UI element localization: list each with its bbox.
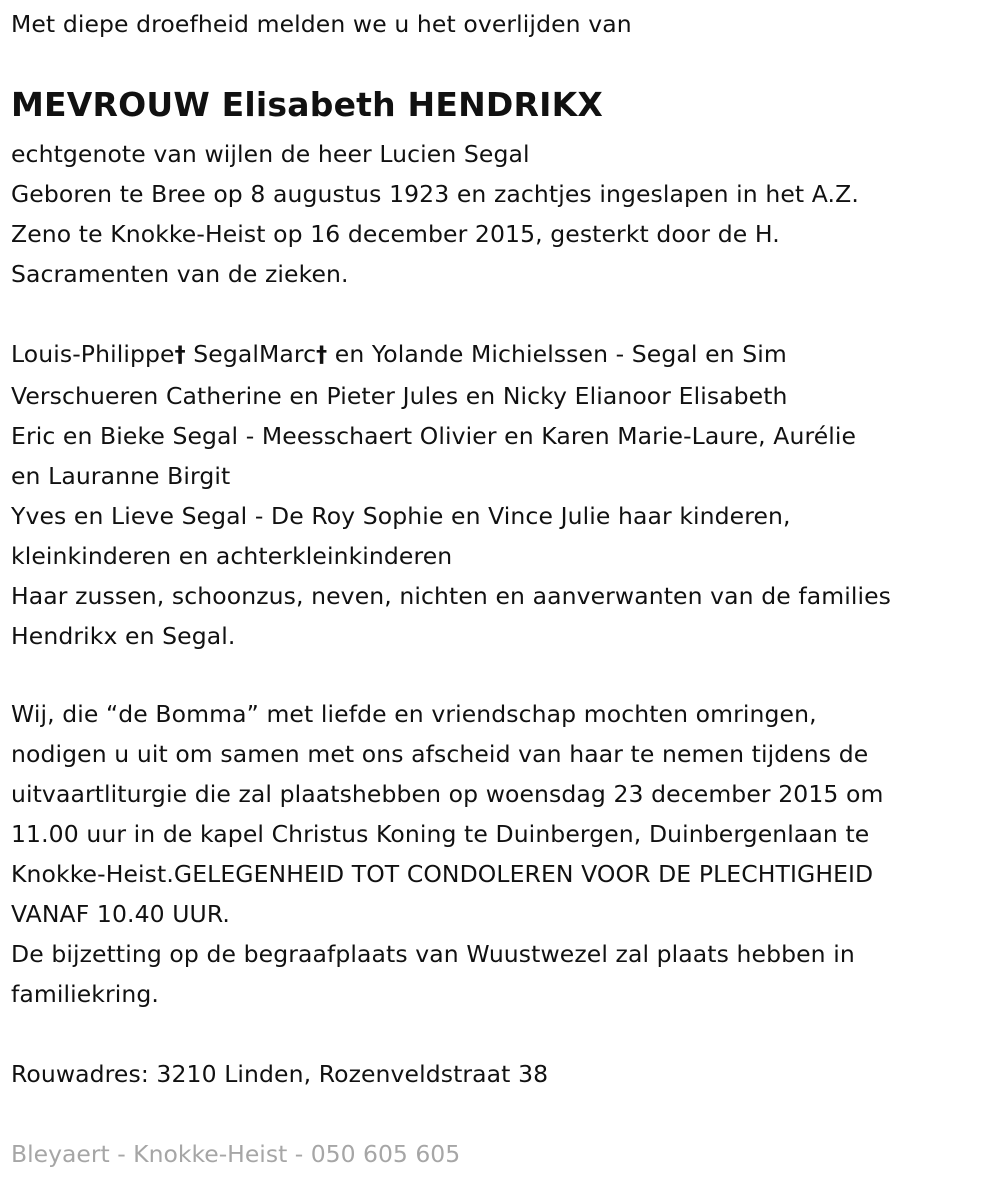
family-line: Hendrikx en Segal.: [11, 622, 236, 650]
bio-line: Zeno te Knokke-Heist op 16 december 2015, gesterkt door de H.: [11, 220, 780, 248]
intro-text: Met diepe droefheid melden we u het overlijden van: [11, 10, 632, 38]
funeral-home-footer: Bleyaert - Knokke-Heist - 050 605 605: [11, 1140, 461, 1168]
family-line: Haar zussen, schoonzus, neven, nichten en aanverwanten van de families: [11, 582, 892, 610]
family-line: Yves en Lieve Segal - De Roy Sophie en Vince Julie haar kinderen,: [11, 502, 791, 530]
mourning-address-block: [11, 1054, 548, 1094]
bio-line: echtgenote van wijlen de heer Lucien Segal: [11, 140, 530, 168]
ceremony-block: [11, 694, 883, 1014]
bio-line: Sacramenten van de zieken.: [11, 260, 349, 288]
ceremony-line: De bijzetting op de begraafplaats van Wuustwezel zal plaats hebben in: [11, 940, 855, 968]
family-line: [11, 334, 891, 376]
family-block: [11, 334, 891, 656]
ceremony-line: 11.00 uur in de kapel Christus Koning te Duinbergen, Duinbergenlaan te: [11, 820, 870, 848]
cross-icon: †: [316, 343, 328, 368]
family-line: Eric en Bieke Segal - Meesschaert Olivier en Karen Marie-Laure, Aurélie: [11, 422, 857, 450]
biography-block: [11, 134, 859, 294]
family-line: kleinkinderen en achterkleinkinderen: [11, 542, 453, 570]
family-name-text: en Yolande Michielssen - Segal en Sim: [327, 340, 787, 368]
cross-icon: †: [174, 343, 186, 368]
family-name-text: SegalMarc: [185, 340, 317, 368]
family-name-text: Louis-Philippe: [11, 340, 175, 368]
ceremony-line: VANAF 10.40 UUR.: [11, 900, 230, 928]
bio-line: Geboren te Bree op 8 augustus 1923 en zachtjes ingeslapen in het A.Z.: [11, 180, 859, 208]
ceremony-line: Knokke-Heist.GELEGENHEID TOT CONDOLEREN VOOR DE PLECHTIGHEID: [11, 860, 874, 888]
family-line: en Lauranne Birgit: [11, 462, 231, 490]
family-line: Verschueren Catherine en Pieter Jules en Nicky Elianoor Elisabeth: [11, 382, 788, 410]
mourning-address: Rouwadres: 3210 Linden, Rozenveldstraat 38: [11, 1060, 549, 1088]
ceremony-line: familiekring.: [11, 980, 159, 1008]
deceased-name-heading: MEVROUW Elisabeth HENDRIKX: [11, 85, 603, 124]
ceremony-line: nodigen u uit om samen met ons afscheid van haar te nemen tijdens de: [11, 740, 869, 768]
ceremony-line: uitvaartliturgie die zal plaatshebben op woensdag 23 december 2015 om: [11, 780, 884, 808]
ceremony-line: Wij, die “de Bomma” met liefde en vriendschap mochten omringen,: [11, 700, 817, 728]
